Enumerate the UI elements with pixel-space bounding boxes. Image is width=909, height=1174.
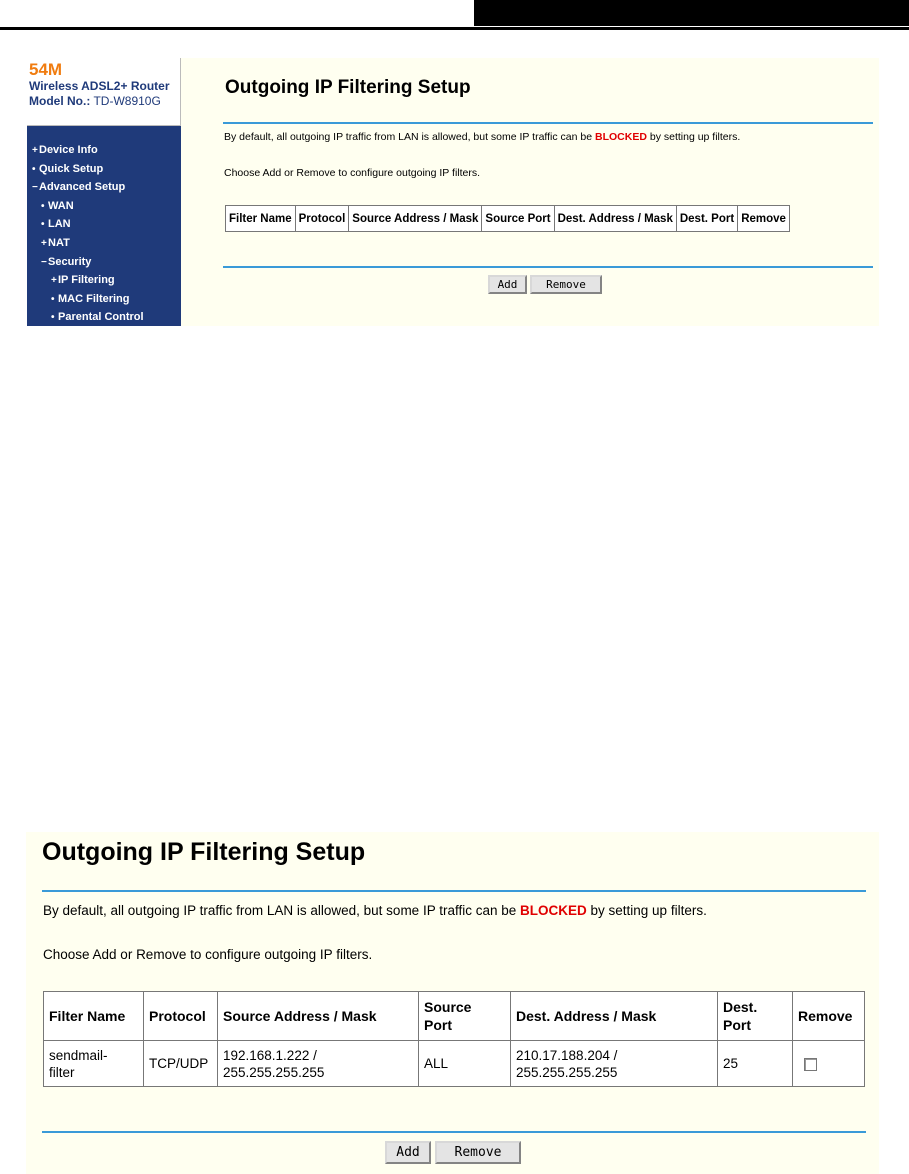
blocked-keyword: BLOCKED xyxy=(520,903,587,918)
brand-model-prefix: Model No.: xyxy=(29,94,91,108)
bottom-divider xyxy=(223,266,873,268)
page-title: Outgoing IP Filtering Setup xyxy=(42,838,366,866)
col-filter-name: Filter Name xyxy=(226,206,296,232)
description-part: By default, all outgoing IP traffic from LAN is allowed, but some IP traffic can be xyxy=(43,903,521,918)
col-source-address: Source Address / Mask xyxy=(349,206,482,232)
bullet-icon: • xyxy=(41,219,45,231)
description-part: by setting up filters. xyxy=(646,131,741,143)
sidebar-item-label: WAN xyxy=(48,199,74,212)
sidebar-item-label: Advanced Setup xyxy=(39,181,126,194)
sidebar-item-label: Device Info xyxy=(39,144,98,156)
table-row xyxy=(44,1041,865,1087)
blocked-keyword: BLOCKED xyxy=(595,131,647,143)
brand-product: Wireless ADSL2+ Router xyxy=(29,79,170,93)
cell-source-address: 192.168.1.222 / 255.255.255.255 xyxy=(218,1041,419,1087)
screenshot-ip-filtering-empty xyxy=(27,58,879,326)
sidebar-item-label: Quick Setup xyxy=(39,162,104,175)
header-black-bar xyxy=(474,0,909,26)
title-divider xyxy=(223,122,873,124)
remove-checkbox[interactable] xyxy=(804,1058,817,1071)
instruction-text: Choose Add or Remove to configure outgoing IP filters. xyxy=(224,167,481,179)
description-text xyxy=(43,903,707,918)
cell-dest-port: 25 xyxy=(718,1041,793,1087)
description-text xyxy=(224,131,740,143)
col-dest-port: Dest. Port xyxy=(676,206,737,232)
sidebar-item-mac-filtering[interactable] xyxy=(27,290,181,309)
brand-logo xyxy=(27,58,181,126)
sidebar xyxy=(27,58,181,326)
title-divider xyxy=(42,890,866,892)
table-header-row xyxy=(44,992,865,1041)
cell-filter-name: sendmail- filter xyxy=(44,1041,144,1087)
table-header-row xyxy=(226,206,790,232)
sidebar-item-advanced-setup[interactable] xyxy=(27,178,181,197)
add-button[interactable]: Add xyxy=(488,275,527,294)
bullet-icon: • xyxy=(51,293,55,305)
col-dest-address: Dest. Address / Mask xyxy=(554,206,676,232)
col-remove: Remove xyxy=(738,206,790,232)
sidebar-item-security[interactable] xyxy=(27,253,181,272)
sidebar-item-label: LAN xyxy=(48,218,71,231)
screenshot-ip-filtering-with-rule xyxy=(26,832,879,1174)
sidebar-item-parental-control[interactable] xyxy=(27,308,181,326)
col-filter-name: Filter Name xyxy=(44,992,144,1041)
bottom-divider xyxy=(42,1131,866,1133)
sidebar-item-label: MAC Filtering xyxy=(58,292,130,305)
minus-icon: − xyxy=(41,256,47,268)
instruction-text: Choose Add or Remove to configure outgoing IP filters. xyxy=(43,947,373,962)
sidebar-nav xyxy=(27,141,181,326)
remove-button[interactable]: Remove xyxy=(435,1141,521,1164)
remove-button[interactable]: Remove xyxy=(530,275,602,294)
bullet-icon: • xyxy=(51,312,55,324)
cell-remove xyxy=(793,1041,865,1087)
sidebar-item-lan[interactable] xyxy=(27,215,181,234)
brand-speed: 54M xyxy=(29,60,63,79)
filter-table xyxy=(43,991,865,1087)
description-part: By default, all outgoing IP traffic from LAN is allowed, but some IP traffic can be xyxy=(224,131,596,143)
description-part: by setting up filters. xyxy=(586,903,707,918)
filter-table xyxy=(225,205,790,232)
add-button[interactable]: Add xyxy=(385,1141,431,1164)
sidebar-item-label: NAT xyxy=(48,236,70,249)
sidebar-item-nat[interactable] xyxy=(27,234,181,253)
minus-icon: − xyxy=(32,182,38,194)
header-rule xyxy=(0,27,909,30)
main-content xyxy=(181,58,879,326)
sidebar-item-label: Security xyxy=(48,255,92,268)
plus-icon: + xyxy=(51,275,57,287)
plus-icon: + xyxy=(32,145,38,156)
sidebar-item-ip-filtering[interactable] xyxy=(27,271,181,290)
cell-protocol: TCP/UDP xyxy=(144,1041,218,1087)
col-remove: Remove xyxy=(793,992,865,1041)
bullet-icon: • xyxy=(32,163,36,175)
col-dest-port: Dest. Port xyxy=(718,992,793,1041)
cell-source-port: ALL xyxy=(419,1041,511,1087)
col-dest-address: Dest. Address / Mask xyxy=(511,992,718,1041)
col-source-address: Source Address / Mask xyxy=(218,992,419,1041)
page-title: Outgoing IP Filtering Setup xyxy=(225,77,471,98)
bullet-icon: • xyxy=(41,200,45,212)
sidebar-item-quick-setup[interactable] xyxy=(27,160,181,179)
brand-model xyxy=(29,94,180,109)
col-protocol: Protocol xyxy=(144,992,218,1041)
sidebar-item-label: Parental Control xyxy=(58,311,144,324)
col-source-port: Source Port xyxy=(482,206,554,232)
plus-icon: + xyxy=(41,237,47,249)
sidebar-item-wan[interactable] xyxy=(27,197,181,216)
sidebar-item-label: IP Filtering xyxy=(58,274,115,287)
col-source-port: Source Port xyxy=(419,992,511,1041)
brand-model-number: TD-W8910G xyxy=(93,94,161,108)
col-protocol: Protocol xyxy=(295,206,349,232)
sidebar-item-device-info[interactable] xyxy=(27,141,181,160)
cell-dest-address: 210.17.188.204 / 255.255.255.255 xyxy=(511,1041,718,1087)
